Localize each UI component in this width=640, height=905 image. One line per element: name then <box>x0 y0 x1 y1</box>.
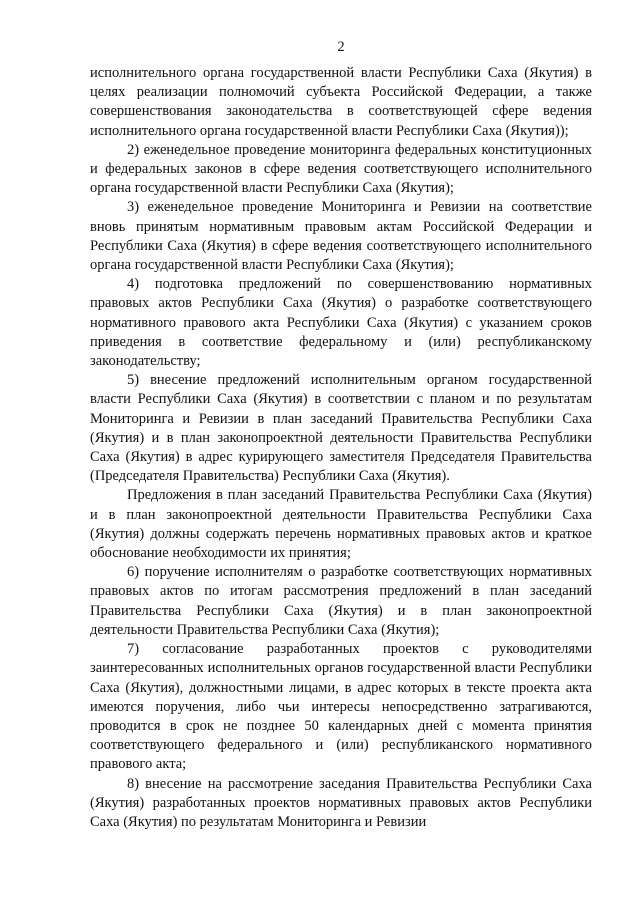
paragraph-proposals: Предложения в план заседаний Правительства Республики Саха (Якутия) и в план законопроектной деятельности Правительства Республики Саха (Якутия) должны содержать перечень нормативных правовых актов и краткое обоснование необходимости их принятия; <box>90 487 592 562</box>
paragraph-item-6: 6) поручение исполнителям о разработке соответствующих нормативных правовых актов по итогам рассмотрения предложений в план заседаний Правительства Республики Саха (Якутия) и в план законопроектной деятельности Правительства Республики Саха (Якутия); <box>90 564 592 638</box>
paragraph-item-3: 3) еженедельное проведение Мониторинга и Ревизии на соответствие вновь принятым нормативным правовым актам Российской Федерации и Республики Саха (Якутия) в сфере ведения соответствующего исполнительного органа государственной власти Республики Саха (Якутия); <box>90 199 592 274</box>
paragraph-item-5: 5) внесение предложений исполнительным органом государственной власти Республики Саха (Якутия) в соответствии с планом и по результатам Мониторинга и Ревизии в план заседаний Правительства Республики Саха (Якутия) и в план законопроектной деятельности Правительства Республики Саха (Якутия) в адрес курирующего заместителя Председателя Правительства (Председателя Правительства) Республики Саха (Якутия). <box>90 372 592 485</box>
page-number: 2 <box>337 39 345 55</box>
paragraph-item-7: 7) согласование разработанных проектов с руководителями заинтересованных исполнительных органов государственной власти Республики Саха (Якутия), должностными лицами, в адрес которых в тексте проекта акта имеются поручения, либо чьи интересы непосредственно затрагиваются, проводится в срок не позднее 50 календарных дней с момента принятия соответствующего федерального и (или) республиканского нормативного правового акта; <box>90 641 592 773</box>
paragraph-item-4: 4) подготовка предложений по совершенствованию нормативных правовых актов Республики Саха (Якутия) о разработке соответствующего нормативного правового акта Республики Саха (Якутия) с указанием сроков приведения в соответствие федеральному и (или) республиканскому законодательству; <box>90 276 592 370</box>
paragraph-item-8: 8) внесение на рассмотрение заседания Правительства Республики Саха (Якутия) разработанных проектов нормативных правовых актов Республики Саха (Якутия) по результатам Мониторинга и Ревизии <box>90 775 592 830</box>
paragraph-continuation: исполнительного органа государственной власти Республики Саха (Якутия) в целях реализации полномочий субъекта Российской Федерации, а также совершенствования законодательства в соответствующей сфере ведения исполнительного органа государственной власти Республики Саха (Якутия)); <box>90 65 592 139</box>
paragraph-item-2: 2) еженедельное проведение мониторинга федеральных конституционных и федеральных законов в сфере ведения соответствующего исполнительного органа государственной власти Республики Саха (Якутия); <box>90 141 592 197</box>
